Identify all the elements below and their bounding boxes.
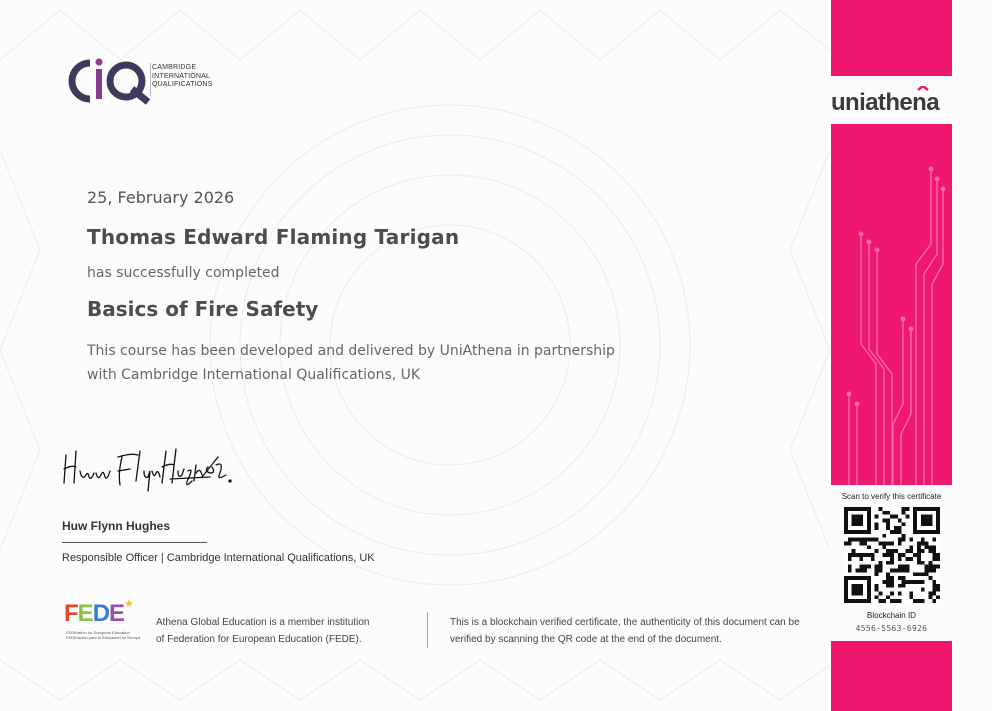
blockchain-verification-text xyxy=(450,614,800,648)
description-line: This course has been developed and delivered by UniAthena in partnership xyxy=(87,343,615,359)
membership-line: Athena Global Education is a member institution xyxy=(156,617,370,628)
fede-subtitle-line: FEDEración para la Educación en Europa xyxy=(66,635,141,640)
sidebar-band-top xyxy=(831,0,952,76)
certificate-date: 25, February 2026 xyxy=(87,188,235,207)
footer-divider xyxy=(427,612,428,648)
fede-letter: E xyxy=(77,600,93,627)
fede-letter: E xyxy=(109,600,125,627)
ciq-logo-text xyxy=(152,64,213,90)
signatory-title: Responsible Officer | Cambridge International Qualifications, UK xyxy=(62,552,375,564)
uniathena-logo-icon xyxy=(829,86,953,116)
qr-code-icon[interactable] xyxy=(844,507,940,603)
scan-instruction: Scan to verify this certificate xyxy=(841,492,942,501)
blockchain-id-label: Blockchain ID xyxy=(867,611,916,620)
fede-subtitle-line: FEDEration for European Education xyxy=(66,630,130,635)
ciq-logo-line: CAMBRIDGE xyxy=(152,64,197,71)
ciq-logo-line: QUALIFICATIONS xyxy=(152,81,213,88)
blockchain-line: This is a blockchain verified certificate, the authenticity of this document can be xyxy=(450,617,800,628)
fede-logo-word xyxy=(64,601,124,627)
fede-logo-subtitle xyxy=(66,630,140,640)
blockchain-id-value: 4556-5563-6926 xyxy=(855,624,928,633)
membership-line: of Federation for European Education (FEDE). xyxy=(156,634,362,645)
completion-statement: has successfully completed xyxy=(87,265,280,281)
sidebar-band-bottom xyxy=(831,641,952,711)
fede-membership-text xyxy=(156,614,369,648)
fede-letter: D xyxy=(92,600,110,627)
circuit-pattern-icon xyxy=(831,124,952,485)
uniathena-logo-text: uniathena xyxy=(831,89,939,116)
blockchain-line: verified by scanning the QR code at the end of the document. xyxy=(450,634,722,645)
signatory-name: Huw Flynn Hughes xyxy=(62,519,170,533)
ciq-logo xyxy=(60,55,220,105)
handwritten-signature-icon xyxy=(60,437,240,493)
course-description xyxy=(87,339,647,387)
signature-underline xyxy=(62,542,207,543)
fede-logo-icon xyxy=(64,597,141,643)
course-title: Basics of Fire Safety xyxy=(87,297,319,321)
ciq-logo-line: INTERNATIONAL xyxy=(152,72,211,80)
ciq-logo-icon xyxy=(60,55,155,105)
fede-letter: F xyxy=(64,600,78,627)
star-icon: ★ xyxy=(124,597,134,610)
recipient-name: Thomas Edward Flaming Tarigan xyxy=(87,225,460,249)
description-line: with Cambridge International Qualifications, UK xyxy=(87,367,421,383)
